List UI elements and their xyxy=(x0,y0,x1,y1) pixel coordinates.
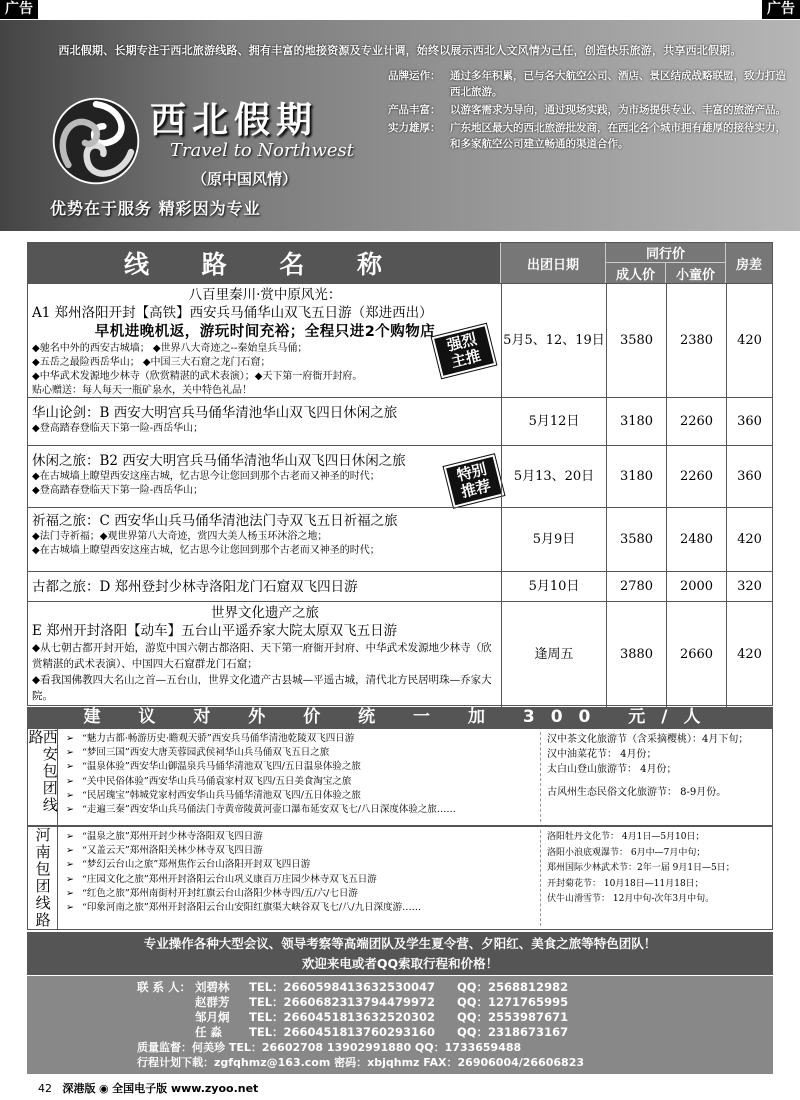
table-row xyxy=(28,571,772,601)
contact-qq: QQ：2553987671 xyxy=(457,1010,569,1024)
ad-label-left: 广告 xyxy=(0,0,38,19)
xian-package-section xyxy=(27,728,773,826)
list-item: ➢ “民居瑰宝”韩城党家村西安华山兵马俑华清池双飞四/五日体验之旅 xyxy=(66,789,534,803)
feature-item: 品牌运作： 通过多年积累，已与各大航空公司、酒店、景区结成战略联盟，致力打造西北旅游。 xyxy=(388,70,786,98)
swirl-logo-icon xyxy=(50,95,142,187)
banner-line: 欢迎来电或者QQ索取行程和价格！ xyxy=(301,956,499,971)
row-child-price: 2480 xyxy=(666,508,726,571)
route-name: E 郑州开封洛阳【动车】五台山平遥乔家大院太原双飞五日游 xyxy=(32,623,398,639)
event-item: 开封菊花节： 10月18日—11月18日； xyxy=(547,878,704,889)
contact-qq: QQ：2568812982 xyxy=(457,980,569,994)
contact-mobile: 13632530047 xyxy=(347,980,436,994)
route-name: 祈福之旅：C 西安华山兵马俑华清池法门寺双飞五日祈福之旅 xyxy=(32,513,398,529)
recommend-stamp: 特别推荐 xyxy=(444,454,505,507)
route-gift: 贴心赠送：每人每天一瓶矿泉水，关中特色礼品！ xyxy=(32,385,252,396)
table-row xyxy=(28,601,772,707)
page-footer xyxy=(0,1078,800,1100)
feature-item: 产品丰富： 以游客需求为导向，通过现场实践，为市场提供专业、丰富的旅游产品。 xyxy=(388,104,786,116)
row-date: 5月9日 xyxy=(501,508,606,571)
route-name: A1 郑州洛阳开封【高铁】西安兵马俑华山双飞五日游（郑进西出） xyxy=(32,305,433,321)
list-item: ➢ “走遍三秦”西安华山兵马俑法门寺黄帝陵黄河壶口瀑布延安双飞七/八日深度体验之旅…… xyxy=(66,803,534,817)
route-bullet: ◆从七朝古都开封开始，游览中国六朝古都洛阳、天下第一府衙开封府、中华武术发源地少林寺（欣赏精湛的武术表演）、中国四大石窟群龙门石窟； xyxy=(32,642,492,670)
route-bullet: ◆登高踏春登临天下第一险-西岳华山； xyxy=(32,423,204,434)
route-name: 古都之旅：D 郑州登封少林寺洛阳龙门石窟双飞四日游 xyxy=(32,579,358,595)
list-item: ➢ “红色之旅”郑州南街村开封红旗云台山洛阳少林寺四/五/六/七日游 xyxy=(66,887,534,901)
header-child: 小童价 xyxy=(666,263,726,283)
section-label: 西安包团线路 xyxy=(28,729,58,825)
hero-banner xyxy=(0,20,800,231)
list-item: ➢ “梦回三国”西安大唐芙蓉园武侯祠华山兵马俑双飞五日之旅 xyxy=(66,746,534,760)
list-item: ➢ “梦幻云台山之旅”郑州焦作云台山洛阳开封双飞四日游 xyxy=(66,858,534,872)
event-item: 洛阳牡丹文化节： 4月1日—5月10日； xyxy=(547,832,705,842)
contact-mobile: 13760293160 xyxy=(347,1025,436,1039)
list-item: ➢ “庄园文化之旅”郑州开封洛阳云台山巩义康百万庄园少林寺双飞五日游 xyxy=(66,873,534,887)
ad-label-right: 广告 xyxy=(762,0,800,19)
route-bullet: ◆驰名中外的西安古城墙； ◆世界八大奇迹之--秦始皇兵马俑； xyxy=(32,343,308,354)
row-adult-price: 3180 xyxy=(606,398,666,445)
event-item: 郑州国际少林武术节：2年一届 9月1日—5日； xyxy=(547,863,735,873)
event-item: 伏牛山滑雪节： 12月中旬-次年3月中旬。 xyxy=(547,894,715,904)
row-child-price: 2660 xyxy=(666,602,726,707)
list-item: ➢ “印象河南之旅”郑州开封洛阳云台山安阳红旗渠大峡谷双飞七/八/九日深度游…… xyxy=(66,901,534,915)
price-uplift-notice: 建 议 对 外 价 统 一 加 300 元/人 xyxy=(27,707,773,728)
list-item: ➢ “又盖云天”郑州洛阳关林少林寺双飞四日游 xyxy=(66,844,534,858)
row-adult-price: 3580 xyxy=(606,508,666,571)
header-route: 线 路 名 称 xyxy=(28,243,501,283)
row-single-supplement: 420 xyxy=(726,284,772,397)
route-bullet: ◆在古城墙上瞭望西安这座古城，忆古思今让您回到那个古老而又神圣的时代； xyxy=(32,471,380,482)
route-bullet: ◆法门寺祈福；◆观世界第八大奇迹，赏四大美人杨玉环沐浴之地； xyxy=(32,531,328,542)
row-child-price: 2380 xyxy=(666,284,726,397)
route-bullet: ◆在古城墙上瞭望西安这座古城，忆古思今让您回到那个古老而又神圣的时代； xyxy=(32,545,380,556)
brand-english: Travel to Northwest xyxy=(170,140,354,161)
event-item: 太白山登山旅游节： 4月份； xyxy=(547,764,677,775)
header-date: 出团日期 xyxy=(501,243,606,283)
row-single-supplement: 360 xyxy=(726,398,772,445)
table-row xyxy=(28,445,772,507)
brand-title: 西北假期 xyxy=(150,99,319,141)
list-item: ➢ “魅力古都·畅游历史·瞻观天骄”西安兵马俑华清池乾陵双飞四日游 xyxy=(66,732,534,746)
table-row xyxy=(28,397,772,445)
route-price-table xyxy=(27,242,773,706)
feature-list xyxy=(388,68,793,154)
table-row xyxy=(28,283,772,397)
itinerary-download: 行程计划下载：zgfqhmz@163.com 密码：xbjqhmz FAX：26906004/26606823 xyxy=(137,1056,585,1069)
route-title: 世界文化遗产之旅 xyxy=(211,605,319,621)
row-single-supplement: 360 xyxy=(726,446,772,507)
route-highlight: 早机进晚机返，游玩时间充裕；全程只进2个购物店 xyxy=(94,324,436,340)
header-single-supplement: 房差 xyxy=(735,257,762,273)
route-bullet: ◆五岳之最险西岳华山； ◆中国三大石窟之龙门石窟； xyxy=(32,357,271,368)
brand-subtitle: （原中国风情） xyxy=(192,170,298,188)
row-date: 5月10日 xyxy=(501,572,606,601)
row-child-price: 2000 xyxy=(666,572,726,601)
quality-supervisor: 质量监督：何美珍 TEL：26602708 13902991880 QQ：1733659488 xyxy=(137,1041,522,1054)
recommend-stamp: 强烈主推 xyxy=(432,324,496,378)
route-bullet: ◆看我国佛教四大名山之首—五台山，世界文化遗产古县城—平遥古城，清代北方民居明珠—乔家大院。 xyxy=(32,674,492,702)
contact-tel: TEL：26605984 xyxy=(249,980,348,994)
row-single-supplement: 420 xyxy=(726,508,772,571)
section-label: 河南包团线路 xyxy=(28,827,58,929)
event-item: 古风州生态民俗文化旅游节： 8-9月份。 xyxy=(547,787,727,798)
website-link[interactable]: 全国电子版 www.zyoo.net xyxy=(112,1082,259,1095)
event-item: 洛阳小浪底观瀑节： 6月中—7月中旬； xyxy=(547,847,706,858)
contact-block xyxy=(27,976,773,1074)
row-adult-price: 3580 xyxy=(606,284,666,397)
row-adult-price: 3880 xyxy=(606,602,666,707)
list-item: ➢ “关中民俗体验”西安华山兵马俑袁家村双飞四/五日美食淘宝之旅 xyxy=(66,775,534,789)
route-name: 华山论剑：B 西安大明宫兵马俑华清池华山双飞四日休闲之旅 xyxy=(32,405,398,421)
contact-tel: TEL：26606823 xyxy=(249,995,348,1009)
contact-qq: QQ：2318673167 xyxy=(457,1025,569,1039)
header-adult: 成人价 xyxy=(606,263,666,283)
contact-mobile: 13632520302 xyxy=(347,1010,436,1024)
slogan: 优势在于服务 精彩因为专业 xyxy=(50,199,261,218)
row-date: 5月13、20日 xyxy=(501,446,606,507)
event-item: 汉中茶文化旅游节（含采摘樱桃）：4月下旬； xyxy=(547,734,749,745)
list-item: ➢ “温泉体验”西安华山御温泉兵马俑华清池双飞四/五日温泉体验之旅 xyxy=(66,760,534,774)
contact-name: 赵群芳 xyxy=(195,995,230,1009)
contact-name: 刘碧林 xyxy=(195,980,230,994)
row-adult-price: 3180 xyxy=(606,446,666,507)
contact-name: 任 淼 xyxy=(195,1025,223,1039)
route-bullet: ◆登高踏春登临天下第一险-西岳华山； xyxy=(32,485,204,496)
row-date: 逢周五 xyxy=(501,602,606,707)
banner-line: 专业操作各种大型会议、领导考察等高端团队及学生夏令营、夕阳红、美食之旅等特色团队！ xyxy=(143,936,657,951)
header-peer-price: 同行价 xyxy=(606,243,726,263)
contact-name: 邹月炯 xyxy=(195,1010,230,1024)
page-number: 42 xyxy=(38,1082,52,1095)
hero-tagline: 西北假期、长期专注于西北旅游线路、拥有丰富的地接资源及专业计调，始终以展示西北人文风情为己任，创造快乐旅游，共享西北假期。 xyxy=(58,44,742,57)
row-child-price: 2260 xyxy=(666,446,726,507)
row-single-supplement: 420 xyxy=(726,602,772,707)
separator-icon: ◉ xyxy=(99,1082,109,1095)
row-date: 5月5、12、19日 xyxy=(501,284,606,397)
event-item: 汉中油菜花节： 4月份； xyxy=(547,749,657,760)
route-bullet: ◆中华武术发源地少林寺（欣赏精湛的武术表演）；◆天下第一府衙开封府。 xyxy=(32,371,363,382)
table-header xyxy=(28,243,772,283)
route-name: 休闲之旅：B2 西安大明宫兵马俑华清池华山双飞四日休闲之旅 xyxy=(32,453,406,469)
row-child-price: 2260 xyxy=(666,398,726,445)
contact-tel: TEL：26604518 xyxy=(249,1025,348,1039)
contact-tel: TEL：26604518 xyxy=(249,1010,348,1024)
list-item: ➢ “温泉之旅”郑州开封少林寺洛阳双飞四日游 xyxy=(66,830,534,844)
contact-qq: QQ：1271765995 xyxy=(457,995,569,1009)
henan-package-section xyxy=(27,826,773,930)
edition-label: 深港版 xyxy=(62,1082,96,1095)
table-row xyxy=(28,507,772,571)
row-adult-price: 2780 xyxy=(606,572,666,601)
row-date: 5月12日 xyxy=(501,398,606,445)
contact-label: 联 系 人： xyxy=(137,980,192,994)
route-title: 八百里秦川·赏中原风光： xyxy=(188,287,342,303)
contact-mobile: 13794479972 xyxy=(347,995,436,1009)
service-banner xyxy=(27,932,773,975)
row-single-supplement: 320 xyxy=(726,572,772,601)
feature-item: 实力雄厚： 广东地区最大的西北旅游批发商，在西北各个城市拥有雄厚的接待实力，和多家航空公司建立畅通的渠道合作。 xyxy=(388,122,786,150)
